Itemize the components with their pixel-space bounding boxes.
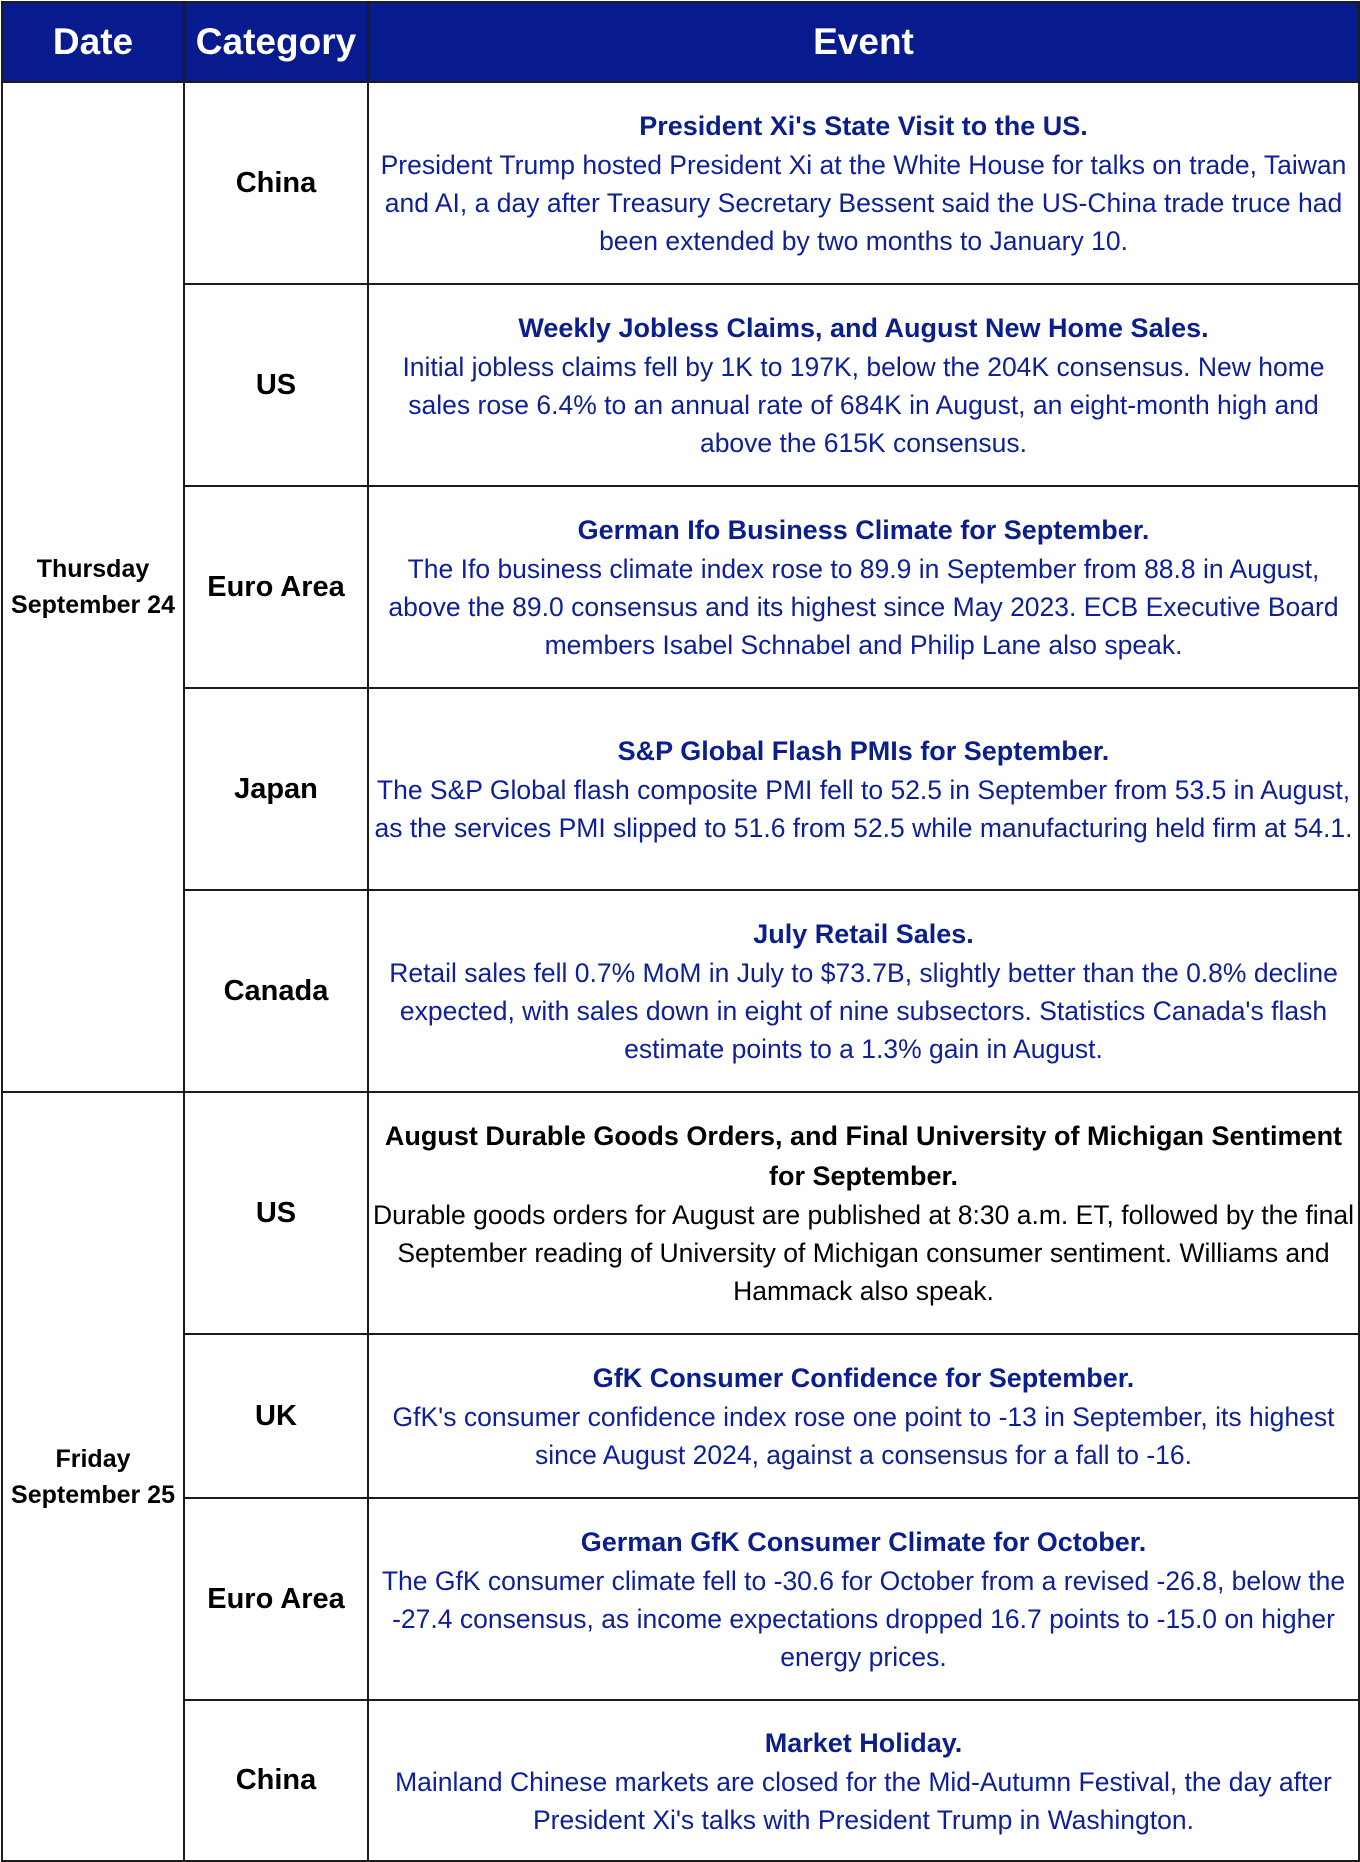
event-description: Retail sales fell 0.7% MoM in July to $73.7B, slightly better than the 0.8% decline expected, with sales down in eight of nine subsectors. Statistics Canada's flash estimate points to a 1.3% gain in August. — [389, 958, 1338, 1064]
event-description: Mainland Chinese markets are closed for the Mid-Autumn Festival, the day after President Xi's talks with President Trump in Washington. — [395, 1766, 1332, 1835]
event-title: German Ifo Business Climate for September. — [577, 515, 1150, 545]
event-cell — [368, 890, 1359, 1092]
event-description: GfK's consumer confidence index rose one point to -13 in September, its highest since August 2024, against a consensus for a fall to -16. — [392, 1402, 1335, 1470]
day-date: September 25 — [11, 1480, 175, 1509]
header-event: Event — [368, 2, 1359, 82]
category-cell: Euro Area — [184, 486, 368, 688]
category-cell: UK — [184, 1334, 368, 1498]
event-cell — [368, 486, 1359, 688]
day-name: Friday — [55, 1444, 131, 1473]
table-row — [2, 284, 1359, 486]
category-cell: Euro Area — [184, 1498, 368, 1700]
table-row — [2, 890, 1359, 1092]
table-row — [2, 1498, 1359, 1700]
header-category: Category — [184, 2, 368, 82]
category-cell: US — [184, 1092, 368, 1334]
header-date: Date — [2, 2, 184, 82]
event-title: Weekly Jobless Claims, and August New Home Sales. — [518, 313, 1209, 343]
event-cell — [368, 82, 1359, 284]
event-title: GfK Consumer Confidence for September. — [592, 1363, 1135, 1393]
event-cell — [368, 284, 1359, 486]
event-description: Durable goods orders for August are published at 8:30 a.m. ET, followed by the final September reading of University of Michigan consumer sentiment. Williams and Hammack also speak. — [372, 1200, 1355, 1306]
event-description: Initial jobless claims fell by 1K to 197K, below the 204K consensus. New home sales rose 6.4% to an annual rate of 684K in August, an eight-month high and above the 615K consensus. — [402, 352, 1325, 458]
table-row — [2, 1334, 1359, 1498]
category-cell: Canada — [184, 890, 368, 1092]
event-description: The S&P Global flash composite PMI fell to 52.5 in September from 53.5 in August, as the services PMI slipped to 51.6 from 52.5 while manufacturing held firm at 54.1. — [374, 775, 1353, 843]
table-row — [2, 688, 1359, 890]
day-name: Thursday — [36, 555, 150, 583]
header-row — [2, 2, 1359, 82]
category-cell: China — [184, 82, 368, 284]
category-cell: US — [184, 284, 368, 486]
date-cell-thursday — [2, 82, 184, 1092]
event-title: July Retail Sales. — [753, 919, 974, 949]
table-row — [2, 82, 1359, 284]
category-cell: Japan — [184, 688, 368, 890]
event-cell — [368, 688, 1359, 890]
table-row — [2, 1700, 1359, 1861]
table-row — [2, 1092, 1359, 1334]
event-title: German GfK Consumer Climate for October. — [580, 1527, 1147, 1557]
event-title: Market Holiday. — [764, 1727, 963, 1758]
table-row — [2, 486, 1359, 688]
category-cell: China — [184, 1700, 368, 1861]
date-cell-friday — [2, 1092, 184, 1861]
day-date: September 24 — [11, 591, 175, 619]
event-title: S&P Global Flash PMIs for September. — [617, 736, 1110, 766]
event-title: August Durable Goods Orders, and Final University of Michigan Sentiment for September. — [384, 1121, 1343, 1191]
event-cell — [368, 1334, 1359, 1498]
event-title: President Xi's State Visit to the US. — [639, 111, 1088, 141]
event-cell — [368, 1700, 1359, 1861]
event-description: President Trump hosted President Xi at the White House for talks on trade, Taiwan and AI, a day after Treasury Secretary Bessent said the US-China trade truce had been extended by two months to January 10. — [380, 150, 1347, 256]
event-description: The Ifo business climate index rose to 89.9 in September from 88.8 in August, above the 89.0 consensus and its highest since May 2023. ECB Executive Board members Isabel Schnabel and Philip Lane also speak. — [388, 554, 1339, 660]
event-cell — [368, 1498, 1359, 1700]
event-description: The GfK consumer climate fell to -30.6 for October from a revised -26.8, below the -27.4 consensus, as income expectations dropped 16.7 points to -15.0 on higher energy prices. — [381, 1566, 1346, 1672]
economic-calendar-table — [1, 1, 1360, 1862]
event-cell — [368, 1092, 1359, 1334]
